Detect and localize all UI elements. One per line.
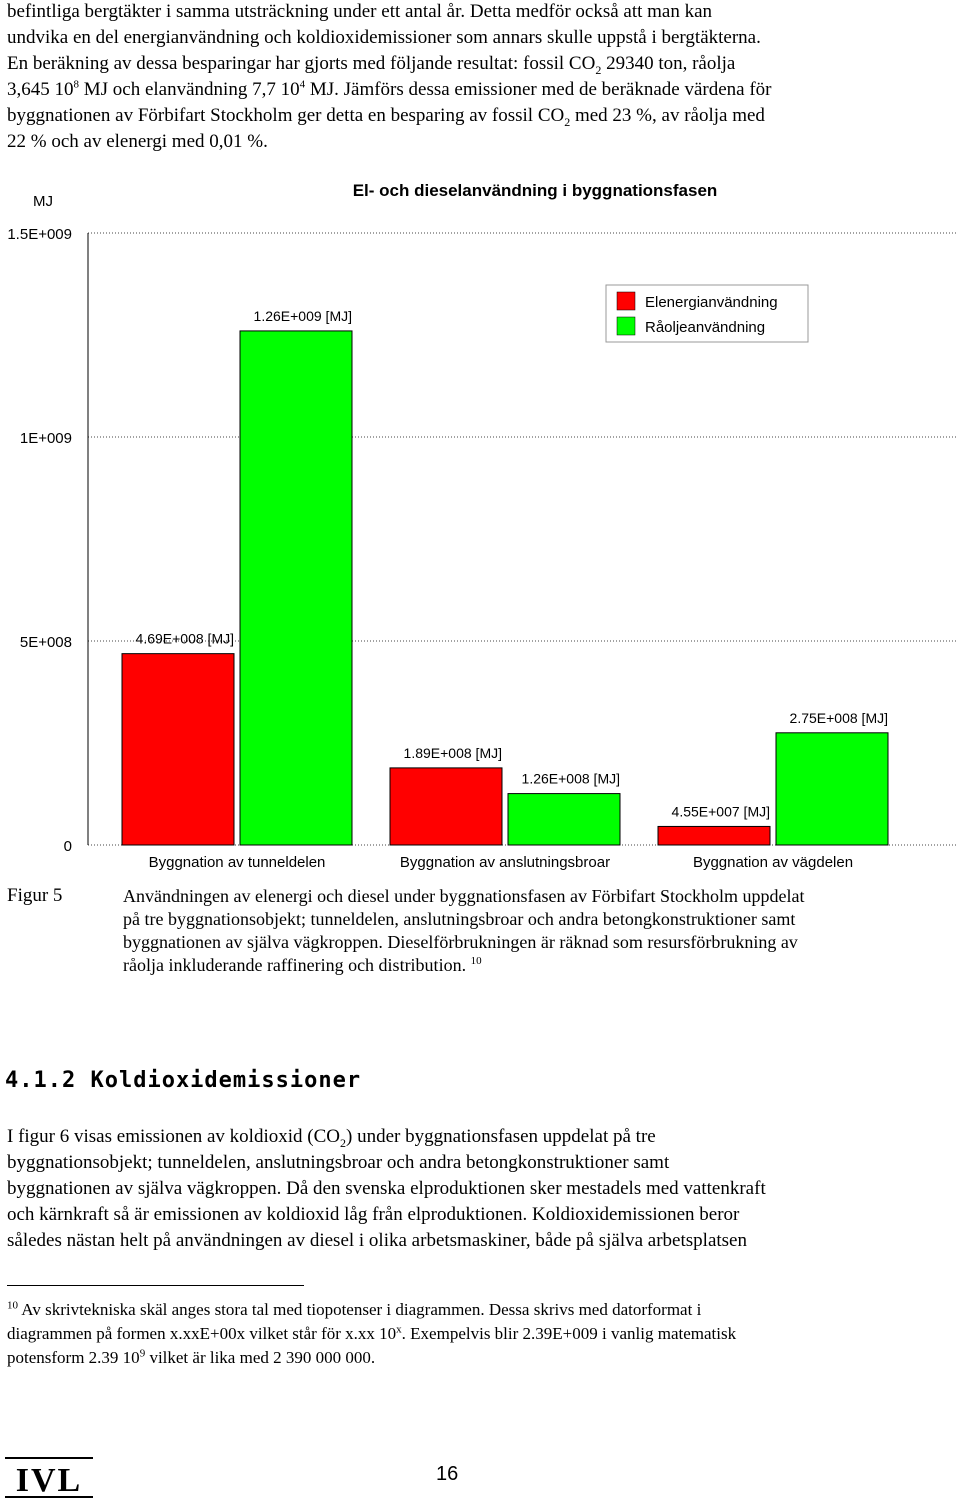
intro-text: 29340 ton, råolja xyxy=(601,53,736,74)
category-label: Byggnation av vägdelen xyxy=(692,854,854,871)
legend xyxy=(606,285,808,342)
caption-line: byggnationen av själva vägkroppen. Dieselförbrukningen är räknad som resursförbrukning av xyxy=(123,932,798,952)
y-tick-label: 1E+009 xyxy=(19,430,72,447)
category-label: Byggnation av anslutningsbroar xyxy=(399,854,611,871)
footnote-line xyxy=(7,1298,891,1322)
section-line: således nästan helt på användningen av diesel i olika arbetsmaskiner, både på själva arbetsplatsen xyxy=(7,1230,747,1251)
footnote-text: . Exempelvis blir 2.39E+009 i vanlig matematisk xyxy=(401,1324,737,1343)
section-heading: 4.1.2 Koldioxidemissioner xyxy=(5,1068,362,1093)
chart-title: El- och dieselanvändning i byggnationsfasen xyxy=(352,181,718,200)
data-label: 1.26E+008 [MJ] xyxy=(521,770,620,787)
caption-line: Användningen av elenergi och diesel under byggnationsfasen av Förbifart Stockholm uppdelat xyxy=(123,886,805,906)
footnote-line xyxy=(7,1322,891,1346)
footnote-number: 10 xyxy=(7,1299,18,1312)
intro-line xyxy=(7,103,891,129)
bars xyxy=(122,331,888,845)
y-tick-label: 5E+008 xyxy=(19,634,72,651)
intro-line xyxy=(7,77,891,103)
legend-swatch-raolja xyxy=(617,317,635,335)
legend-label-elenergi: Elenergianvändning xyxy=(645,294,778,311)
superscript: x xyxy=(396,1323,402,1336)
section-text: I figur 6 visas emissionen av koldioxid (CO xyxy=(7,1126,340,1147)
intro-line: undvika en del energianvändning och koldioxidemissioner som annars skulle uppstå i bergtäkterna. xyxy=(7,27,761,48)
subscript: 2 xyxy=(340,1135,346,1150)
y-tick-label: 0 xyxy=(63,838,72,855)
intro-text: med 23 %, av råolja med xyxy=(570,105,765,126)
subscript: 2 xyxy=(564,114,571,129)
data-label: 1.89E+008 [MJ] xyxy=(403,744,502,761)
legend-label-raolja: Råoljeanvändning xyxy=(645,319,766,336)
figure-label: Figur 5 xyxy=(7,885,63,906)
intro-line: 22 % och av elenergi med 0,01 %. xyxy=(7,131,268,152)
footnote xyxy=(7,1298,891,1370)
section-line: byggnationen av själva vägkroppen. Då den svenska elproduktionen sker mestadels med vattenkraft xyxy=(7,1178,766,1199)
section-text: ) under byggnationsfasen uppdelat på tre xyxy=(346,1126,656,1147)
caption-line xyxy=(123,954,891,977)
page-number: 16 xyxy=(436,1463,459,1485)
section-line: och kärnkraft så är emissionen av koldioxid låg från elproduktionen. Koldioxidemissionen beror xyxy=(7,1204,740,1225)
data-label: 4.55E+007 [MJ] xyxy=(671,803,770,820)
category-labels xyxy=(149,854,853,871)
legend-swatch-elenergi xyxy=(617,292,635,310)
data-label: 4.69E+008 [MJ] xyxy=(135,630,234,647)
intro-line xyxy=(7,51,891,77)
figure-caption xyxy=(123,885,891,977)
bar xyxy=(508,794,620,845)
logo-text: IVL xyxy=(15,1462,83,1499)
data-label: 2.75E+008 [MJ] xyxy=(789,709,888,726)
superscript: 9 xyxy=(139,1347,146,1360)
bar xyxy=(658,826,770,845)
footnote-text: vilket är lika med 2 390 000 000. xyxy=(145,1348,376,1367)
ivl-logo xyxy=(3,1455,95,1501)
intro-text: MJ och elanvändning 7,7 10 xyxy=(79,79,300,100)
caption-text: råolja inkluderande raffinering och distribution. xyxy=(123,955,467,975)
intro-text: MJ. Jämförs dessa emissioner med de beräknade värdena för xyxy=(305,79,772,100)
caption-line: på tre byggnationsobjekt; tunneldelen, anslutningsbroar och andra betongkonstruktioner samt xyxy=(123,909,796,929)
superscript: 8 xyxy=(73,78,79,91)
footnote-divider xyxy=(7,1285,304,1286)
section-paragraph xyxy=(7,1124,891,1254)
bar xyxy=(122,654,234,845)
superscript: 4 xyxy=(299,78,306,91)
bar xyxy=(390,768,502,845)
bar xyxy=(240,331,352,845)
y-tick-labels xyxy=(7,226,72,855)
y-tick-label: 1.5E+009 xyxy=(7,226,72,243)
category-label: Byggnation av tunneldelen xyxy=(148,854,326,871)
section-line: byggnationsobjekt; tunneldelen, anslutningsbroar och andra betongkonstruktioner samt xyxy=(7,1152,670,1173)
footnote-line xyxy=(7,1346,891,1370)
intro-paragraph xyxy=(7,0,891,155)
section-line xyxy=(7,1124,891,1150)
intro-text: En beräkning av dessa besparingar har gjorts med följande resultat: fossil CO xyxy=(7,53,596,74)
intro-text: byggnationen av Förbifart Stockholm ger detta en besparing av fossil CO xyxy=(7,105,565,126)
energy-bar-chart xyxy=(0,180,960,880)
subscript: 2 xyxy=(595,62,602,77)
footnote-text: diagrammen på formen x.xxE+00x vilket står för x.xx 10 xyxy=(7,1324,397,1343)
y-axis-unit: MJ xyxy=(33,193,53,210)
intro-line: befintliga bergtäkter i samma utsträckning under ett antal år. Detta medför också att man kan xyxy=(7,1,713,22)
footnote-reference: 10 xyxy=(470,955,482,967)
footnote-text: potensform 2.39 10 xyxy=(7,1348,140,1367)
bar xyxy=(776,733,888,845)
intro-text: 3,645 10 xyxy=(7,79,74,100)
data-label: 1.26E+009 [MJ] xyxy=(253,307,352,324)
footnote-text: Av skrivtekniska skäl anges stora tal med tiopotenser i diagrammen. Dessa skrivs med datorformat i xyxy=(18,1300,702,1319)
